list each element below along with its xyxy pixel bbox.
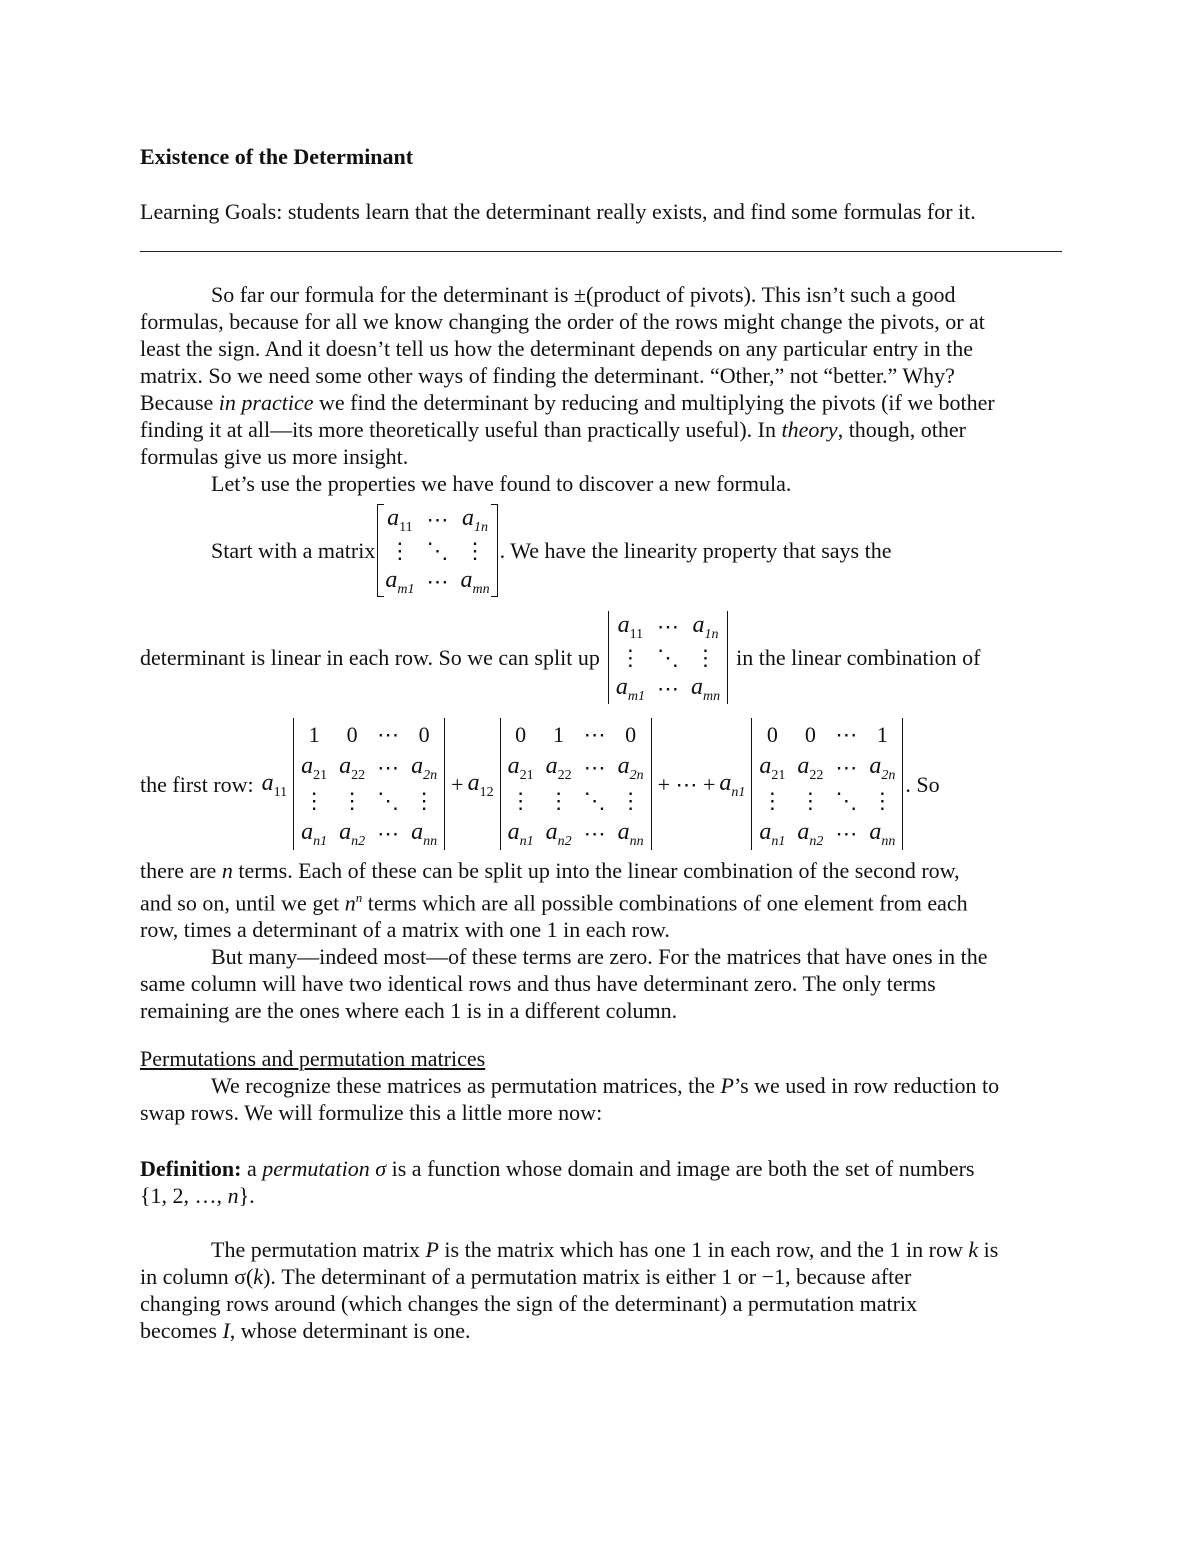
text-span: becomes <box>140 1318 223 1343</box>
vdots: ⋮ <box>799 788 822 813</box>
subscript: 1n <box>474 519 489 535</box>
entry-zero: 0 <box>804 722 816 747</box>
text-line: So far our formula for the determinant is ±(product of pivots). This isn’t such a good <box>211 282 956 307</box>
text-line: matrix. So we need some other ways of finding the determinant. “Other,” not “better.” Why? <box>140 363 955 388</box>
entry-a: a <box>411 753 424 779</box>
text-span: Start with a matrix <box>211 537 376 563</box>
entry-a: a <box>411 819 424 845</box>
italic-p: P <box>720 1073 734 1098</box>
text-line: swap rows. We will formulize this a little more now: <box>140 1100 603 1125</box>
italic-k: k <box>253 1264 264 1289</box>
horizontal-rule <box>140 251 1062 252</box>
cdots: ⋯ <box>656 613 679 639</box>
text-span: and so on, until we get <box>140 890 345 916</box>
entry-a: a <box>759 753 772 779</box>
plus-ellipsis: + ⋯ + <box>657 771 716 797</box>
text-span: ). The determinant of a permutation matrix is either 1 or −1, because after <box>263 1264 912 1289</box>
entry-a: a <box>301 753 314 779</box>
entry-a: a <box>797 819 810 845</box>
vdots: ⋮ <box>413 788 436 813</box>
cdots: ⋯ <box>583 722 606 747</box>
ddots: ⋱ <box>656 644 679 670</box>
entry-a: a <box>507 819 520 845</box>
italic-n: n <box>227 1183 239 1208</box>
italic-n: n <box>221 858 233 883</box>
entry-a: a <box>507 753 520 779</box>
text-span: finding it at all—its more theoretically useful than practically useful). In <box>140 417 782 442</box>
page-title: Existence of the Determinant <box>140 144 414 169</box>
left-bar <box>751 718 752 850</box>
text-span: . So <box>905 771 940 797</box>
text-line: But many—indeed most—of these terms are zero. For the matrices that have ones in the <box>211 944 988 970</box>
emphasis: theory <box>781 417 838 442</box>
entry-a: a <box>869 819 882 845</box>
subscript: m1 <box>627 688 645 704</box>
learning-goals: Learning Goals: students learn that the determinant really exists, and find some formulas for it. <box>140 199 976 224</box>
subscript: m1 <box>397 581 415 597</box>
emphasis: permutation σ <box>262 1156 387 1181</box>
determinant-a <box>610 611 726 704</box>
text-span: Because <box>140 390 219 415</box>
cdots: ⋯ <box>835 722 858 747</box>
subscript: 2n <box>629 768 644 783</box>
entry-a: a <box>385 566 398 593</box>
expansion-paragraph <box>140 857 1062 1024</box>
text-span: a <box>241 1156 263 1181</box>
vdots: ⋮ <box>761 788 784 813</box>
vdots: ⋮ <box>694 644 717 670</box>
cdots: ⋯ <box>835 821 858 846</box>
subscript: 11 <box>629 626 644 642</box>
determinant-term-2 <box>502 718 650 850</box>
right-bar <box>902 718 903 850</box>
entry-one: 1 <box>553 722 565 747</box>
text-span: We recognize these matrices as permutation matrices, the <box>211 1073 721 1098</box>
subscript: 1n <box>704 626 719 642</box>
permutation-paragraph <box>140 1072 1062 1126</box>
subscript: 11 <box>399 519 413 535</box>
subscript: n2 <box>351 834 366 849</box>
subscript: n2 <box>557 834 572 849</box>
entry-a: a <box>339 753 352 779</box>
entry-a: a <box>617 819 630 845</box>
subscript: nn <box>423 834 438 849</box>
text-line <box>140 884 1062 916</box>
matrix-a <box>379 504 495 597</box>
text-span: in column σ( <box>140 1264 254 1289</box>
emphasis: in practice <box>218 390 314 415</box>
ddots: ⋱ <box>835 788 858 813</box>
entry-a: a <box>759 819 772 845</box>
matrix-line <box>140 500 891 600</box>
subscript: 21 <box>771 768 786 783</box>
cdots: ⋯ <box>377 722 400 747</box>
entry-a: a <box>460 566 473 593</box>
subscript: n1 <box>313 834 328 849</box>
text-span: {1, 2, …, <box>140 1183 228 1208</box>
cdots: ⋯ <box>835 755 858 780</box>
text-line <box>140 1182 1062 1209</box>
cdots: ⋯ <box>656 675 679 701</box>
subscript: n1 <box>519 834 534 849</box>
text-span: in the linear combination of <box>736 644 981 670</box>
subscript: nn <box>629 834 644 849</box>
text-span: the first row: <box>140 771 254 797</box>
text-span: . We have the linearity property that says the <box>499 537 892 563</box>
vdots: ⋮ <box>509 788 532 813</box>
entry-a: a <box>615 673 628 700</box>
italic-k: k <box>968 1237 979 1262</box>
cdots: ⋯ <box>583 755 606 780</box>
vdots: ⋮ <box>619 788 642 813</box>
entry-a: a <box>301 819 314 845</box>
text-line <box>140 1263 1062 1290</box>
cdots: ⋯ <box>426 506 449 532</box>
subscript: n1 <box>771 834 786 849</box>
entry-a: a <box>462 504 475 531</box>
entry-zero: 0 <box>418 722 430 747</box>
text-span: is a function whose domain and image are both the set of numbers <box>386 1156 975 1181</box>
text-span: is <box>978 1237 999 1262</box>
subscript: 2n <box>881 768 896 783</box>
definition-label: Definition: <box>140 1156 242 1181</box>
text-span: determinant is linear in each row. So we can split up <box>140 644 600 670</box>
text-line <box>140 1236 1062 1263</box>
superscript: n <box>355 890 363 905</box>
entry-a: a <box>869 753 882 779</box>
text-line: Let’s use the properties we have found to discover a new formula. <box>211 471 792 496</box>
vdots: ⋮ <box>341 788 364 813</box>
text-line: formulas, because for all we know changing the order of the rows might change the pivots, or at <box>140 309 985 334</box>
subscript: mn <box>472 581 490 597</box>
text-span: , though, other <box>837 417 967 442</box>
entry-zero: 0 <box>346 722 358 747</box>
right-bar <box>444 718 445 850</box>
entry-a: a <box>797 753 810 779</box>
text-span: there are <box>140 858 222 883</box>
entry-a: a <box>690 673 703 700</box>
cdots: ⋯ <box>426 568 449 594</box>
text-span: terms. Each of these can be split up into the linear combination of the second row, <box>232 858 960 883</box>
vdots: ⋮ <box>619 644 642 670</box>
plus-sign: + <box>451 771 464 797</box>
subscript: 2n <box>423 768 438 783</box>
cdots: ⋯ <box>583 821 606 846</box>
entry-zero: 0 <box>625 722 637 747</box>
determinant-line <box>140 606 980 708</box>
text-line <box>140 1317 1062 1344</box>
text-line: remaining are the ones where each 1 is in a different column. <box>140 998 678 1024</box>
vdots: ⋮ <box>464 537 487 563</box>
right-bar <box>727 611 728 704</box>
determinant-term-n <box>753 718 901 850</box>
entry-a: a <box>692 611 705 638</box>
subscript: 11 <box>273 784 288 800</box>
vdots: ⋮ <box>388 537 411 563</box>
subscript: 21 <box>519 768 534 783</box>
ddots: ⋱ <box>377 788 400 813</box>
text-line <box>140 1155 1062 1182</box>
coefficient-a: a <box>261 769 274 796</box>
entry-a: a <box>617 753 630 779</box>
entry-a: a <box>339 819 352 845</box>
subscript: n2 <box>809 834 824 849</box>
subscript: n1 <box>731 784 746 800</box>
ddots: ⋱ <box>426 537 449 563</box>
text-line <box>140 389 1062 416</box>
right-bracket <box>491 504 498 597</box>
determinant-term-1 <box>295 718 443 850</box>
entry-a: a <box>617 611 630 638</box>
coefficient-a: a <box>467 769 480 796</box>
coefficient-a: a <box>719 769 732 796</box>
text-line <box>140 416 1062 443</box>
expansion-line <box>140 714 940 854</box>
subscript: mn <box>702 688 721 704</box>
text-line: row, times a determinant of a matrix with one 1 in each row. <box>140 917 670 943</box>
text-span: , whose determinant is one. <box>229 1318 471 1343</box>
subscript: 22 <box>809 768 824 783</box>
definition-block <box>140 1155 1062 1209</box>
subscript: nn <box>881 834 896 849</box>
ddots: ⋱ <box>583 788 606 813</box>
left-bar <box>608 611 609 704</box>
text-line <box>140 1072 1062 1099</box>
text-span: we find the determinant by reducing and multiplying the pivots (if we bother <box>313 390 995 415</box>
permutation-matrix-paragraph <box>140 1236 1062 1344</box>
left-bracket <box>377 504 384 597</box>
entry-a: a <box>545 753 558 779</box>
vdots: ⋮ <box>871 788 894 813</box>
left-bar <box>293 718 294 850</box>
cdots: ⋯ <box>377 821 400 846</box>
intro-paragraph <box>140 281 1062 497</box>
entry-zero: 0 <box>515 722 527 747</box>
text-span: is the matrix which has one 1 in each row, and the 1 in row <box>438 1237 969 1262</box>
text-span: The permutation matrix <box>211 1237 426 1262</box>
text-line: same column will have two identical rows and thus have determinant zero. The only terms <box>140 971 936 997</box>
text-span: terms which are all possible combinations of one element from each <box>362 890 968 916</box>
italic-p: P <box>425 1237 439 1262</box>
right-bar <box>651 718 652 850</box>
section-heading: Permutations and permutation matrices <box>140 1046 486 1071</box>
document-page <box>140 0 1062 1553</box>
vdots: ⋮ <box>303 788 326 813</box>
text-line: least the sign. And it doesn’t tell us how the determinant depends on any particular entry in the <box>140 336 973 361</box>
italic-n: n <box>344 890 356 916</box>
text-line <box>140 857 1062 884</box>
text-span: ’s we used in row reduction to <box>733 1073 1000 1098</box>
entry-a: a <box>545 819 558 845</box>
entry-one: 1 <box>308 722 320 747</box>
left-bar <box>500 718 501 850</box>
italic-i: I <box>222 1318 230 1343</box>
subscript: 12 <box>479 784 494 800</box>
vdots: ⋮ <box>547 788 570 813</box>
text-line: changing rows around (which changes the sign of the determinant) a permutation matrix <box>140 1291 918 1316</box>
text-line: formulas give us more insight. <box>140 444 409 469</box>
text-span: }. <box>238 1183 255 1208</box>
entry-one: 1 <box>876 722 888 747</box>
entry-a: a <box>387 504 400 531</box>
subscript: 22 <box>557 768 572 783</box>
subscript: 21 <box>313 768 328 783</box>
subscript: 22 <box>351 768 366 783</box>
entry-zero: 0 <box>766 722 778 747</box>
cdots: ⋯ <box>377 755 400 780</box>
